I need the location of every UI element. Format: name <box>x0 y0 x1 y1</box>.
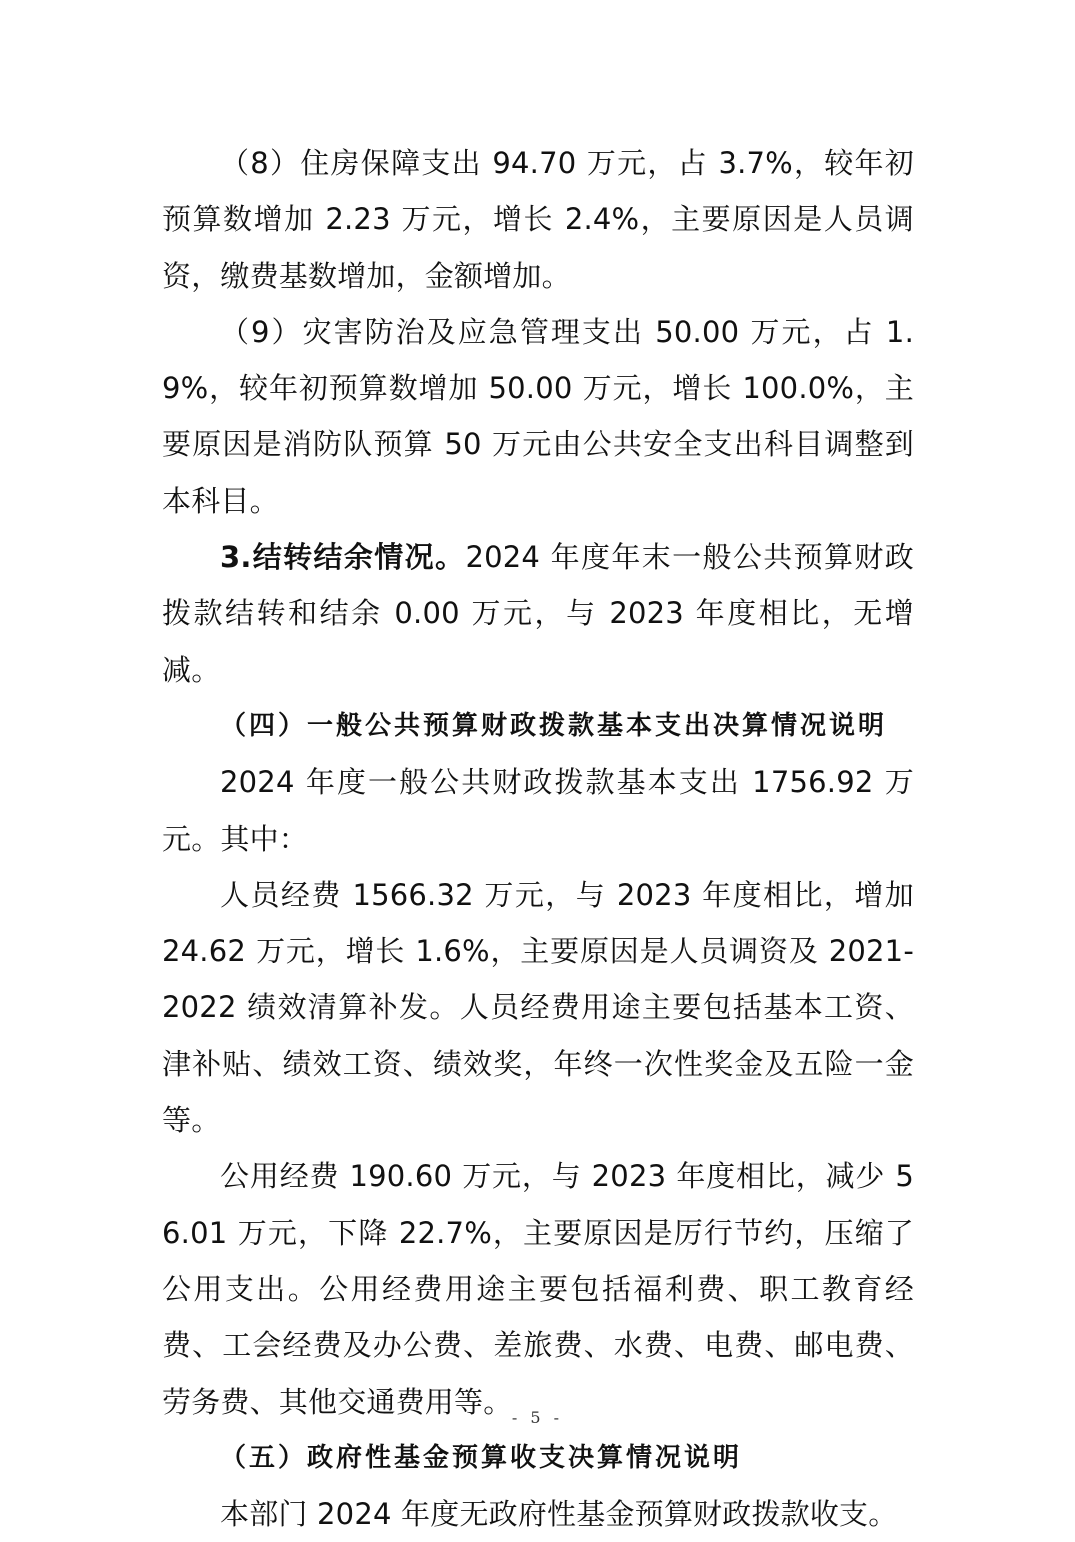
paragraph-carryover <box>162 529 914 698</box>
paragraph-personnel-expenses: 人员经费 1566.32 万元，与 2023 年度相比，增加 24.62 万元，增长 1.6%，主要原因是人员调资及 2021-2022 绩效清算补发。人员经费用途主要包括基本工资、津补贴、绩效工资、绩效奖，年终一次性奖金及五险一金等。 <box>162 877 915 1138</box>
paragraph-housing-expenditure: （8）住房保障支出 94.70 万元，占 3.7%，较年初预算数增加 2.23 万元，增长 2.4%，主要原因是人员调资，缴费基数增加，金额增加。 <box>162 146 914 293</box>
paragraph-public-expenses: 公用经费 190.60 万元，与 2023 年度相比，减少 56.01 万元，下降 22.7%，主要原因是厉行节约，压缩了公用支出。公用经费用途主要包括福利费、职工教育经费、工会经费及办公费、差旅费、水费、电费、邮电费、劳务费、其他交通费用等。 <box>162 1159 914 1419</box>
paragraph-basic-expenditure-total: 2024 年度一般公共财政拨款基本支出 1756.92 万元。其中： <box>162 765 914 856</box>
carryover-text: 2024 年度年末一般公共预算财政拨款结转和结余 0.00 万元，与 2023 年度相比，无增减。 <box>162 540 915 687</box>
document-body <box>162 135 914 1542</box>
page-number: - 5 - <box>511 1408 564 1427</box>
carryover-heading: 3.结转结余情况。 <box>220 540 466 575</box>
paragraph-government-fund: 本部门 2024 年度无政府性基金预算财政拨款收支。 <box>220 1497 898 1532</box>
paragraph-disaster-expenditure: （9）灾害防治及应急管理支出 50.00 万元，占 1.9%，较年初预算数增加 50.00 万元，增长 100.0%，主要原因是消防队预算 50 万元由公共安全支出科目调整到本科目。 <box>162 314 914 518</box>
section-four-heading: （四）一般公共预算财政拨款基本支出决算情况说明 <box>220 710 888 741</box>
section-five-heading: （五）政府性基金预算收支决算情况说明 <box>220 1442 743 1473</box>
